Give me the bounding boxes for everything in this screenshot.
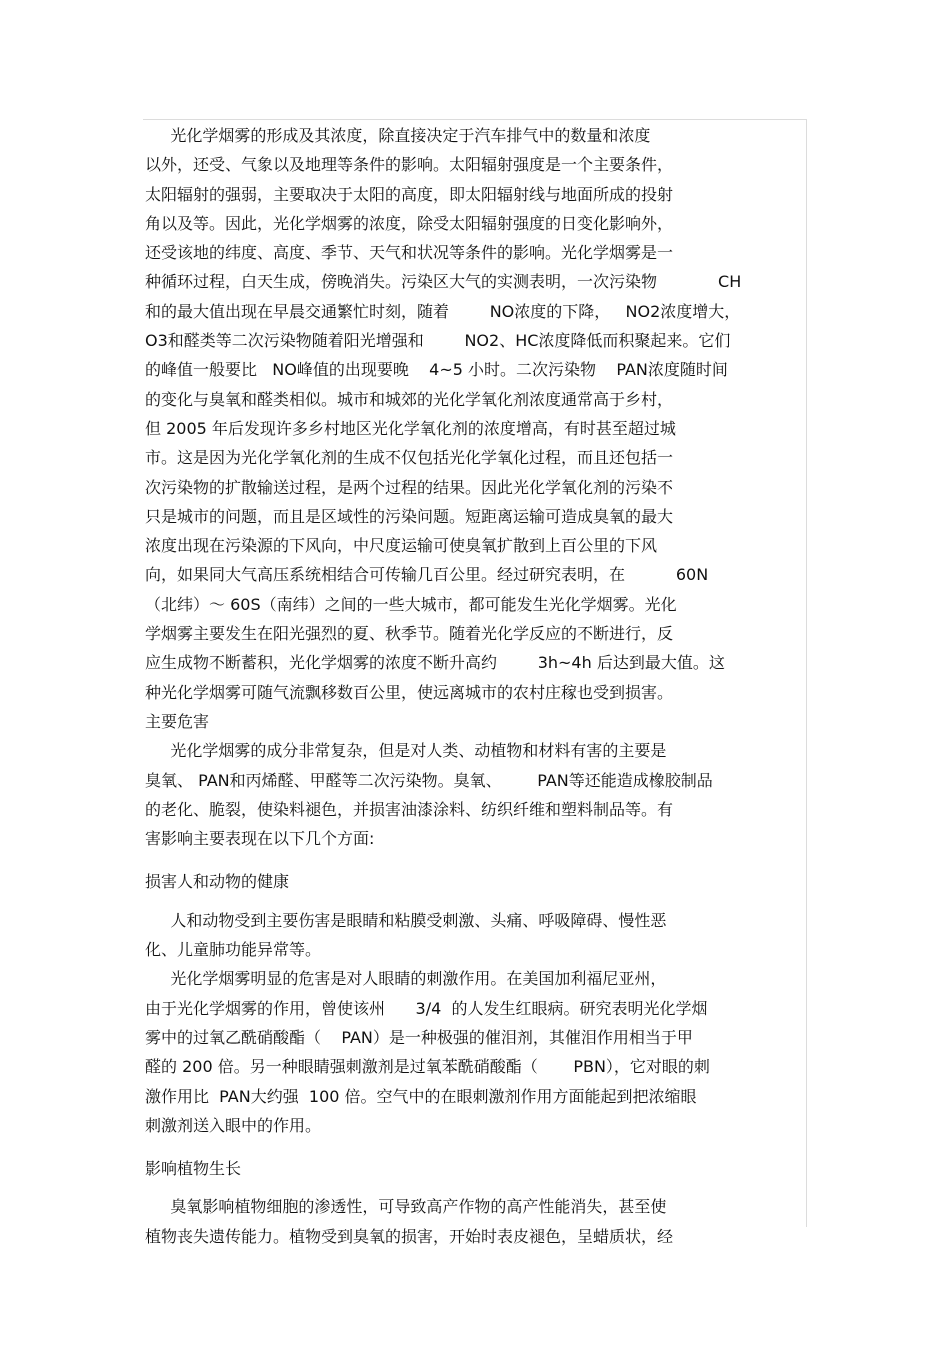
document-body [145,121,810,1251]
section-heading-hazards: 主要危害 [145,711,210,731]
text-line: 浓度出现在污染源的下风向，中尺度运输可使臭氧扩散到上百公里的下风 [145,536,658,556]
text-line: （北纬）～ 60S（南纬）之间的一些大城市，都可能发生光化学烟雾。光化 [145,594,677,614]
text-line: 太阳辐射的强弱，主要取决于太阳的高度，即太阳辐射线与地面所成的投射 [145,184,674,204]
text-line: 市。这是因为光化学氧化剂的生成不仅包括光化学氧化过程，而且还包括一 [145,448,674,468]
paragraph-formation [145,121,810,707]
text-line: 应生成物不断蓄积，光化学烟雾的浓度不断升高约 3h~4h 后达到最大值。这 [145,653,725,673]
section-heading-health: 损害人和动物的健康 [145,872,290,892]
text-line: 的老化、脆裂，使染料褪色，并损害油漆涂料、纺织纤维和塑料制品等。有 [145,799,674,819]
text-line: 学烟雾主要发生在阳光强烈的夏、秋季节。随着光化学反应的不断进行，反 [145,624,674,644]
text-line: 的变化与臭氧和醛类相似。城市和城郊的光化学氧化剂浓度通常高于乡村， [145,389,674,409]
text-line: 只是城市的问题，而且是区域性的污染问题。短距离运输可造成臭氧的最大 [145,506,674,526]
text-line: 植物丧失遗传能力。植物受到臭氧的损害，开始时表皮褪色，呈蜡质状，经 [145,1226,674,1246]
text-line: 光化学烟雾的形成及其浓度，除直接决定于汽车排气中的数量和浓度 [145,126,651,145]
text-line: 害影响主要表现在以下几个方面: [145,829,375,849]
text-line: 激作用比 PAN大约强 100 倍。空气中的在眼刺激剂作用方面能起到把浓缩眼 [145,1086,697,1106]
text-line: 以外，还受、气象以及地理等条件的影响。太阳辐射强度是一个主要条件， [145,155,674,175]
text-line: 雾中的过氧乙酰硝酸酯（ PAN）是一种极强的催泪剂，其催泪作用相当于甲 [145,1027,693,1047]
text-line: 光化学烟雾的成分非常复杂，但是对人类、动植物和材料有害的主要是 [145,741,667,761]
paragraph-hazards [145,736,810,853]
paragraph-health [145,906,810,1140]
text-line: 但 2005 年后发现许多乡村地区光化学氧化剂的浓度增高，有时甚至超过城 [145,418,676,438]
text-line: 光化学烟雾明显的危害是对人眼睛的刺激作用。在美国加利福尼亚州， [145,969,667,989]
section-heading-plants: 影响植物生长 [145,1159,242,1179]
text-line: 种循环过程，白天生成，傍晚消失。污染区大气的实测表明，一次污染物 CH [145,272,742,292]
text-line: 和的最大值出现在早晨交通繁忙时刻，随着 NO浓度的下降， NO2浓度增大， [145,301,741,321]
text-line: 刺激剂送入眼中的作用。 [145,1115,322,1135]
paragraph-plants [145,1192,810,1251]
text-line: O3和醛类等二次污染物随着阳光增强和 NO2、HC浓度降低而积聚起来。它们 [145,331,731,351]
text-line: 化、儿童肺功能异常等。 [145,940,322,960]
text-line: 臭氧、 PAN和丙烯醛、甲醛等二次污染物。臭氧、 PAN等还能造成橡胶制品 [145,770,713,790]
text-line: 还受该地的纬度、高度、季节、天气和状况等条件的影响。光化学烟雾是一 [145,243,674,263]
text-line: 角以及等。因此，光化学烟雾的浓度，除受太阳辐射强度的日变化影响外， [145,213,674,233]
text-line: 向，如果同大气高压系统相结合可传输几百公里。经过研究表明，在 60N [145,565,709,585]
text-line: 醛的 200 倍。另一种眼睛强刺激剂是过氧苯酰硝酸酯（ PBN），它对眼的刺 [145,1057,710,1077]
text-line: 由于光化学烟雾的作用，曾使该州 3/4 的人发生红眼病。研究表明光化学烟 [145,998,708,1018]
text-line: 的峰值一般要比 NO峰值的出现要晚 4~5 小时。二次污染物 PAN浓度随时间 [145,360,728,380]
text-line: 人和动物受到主要伤害是眼睛和粘膜受刺激、头痛、呼吸障碍、慢性恶 [145,910,667,930]
text-line: 种光化学烟雾可随气流飘移数百公里，使远离城市的农村庄稼也受到损害。 [145,682,674,702]
text-line: 次污染物的扩散输送过程，是两个过程的结果。因此光化学氧化剂的污染不 [145,477,674,497]
text-line: 臭氧影响植物细胞的渗透性，可导致高产作物的高产性能消失，甚至使 [145,1197,667,1217]
